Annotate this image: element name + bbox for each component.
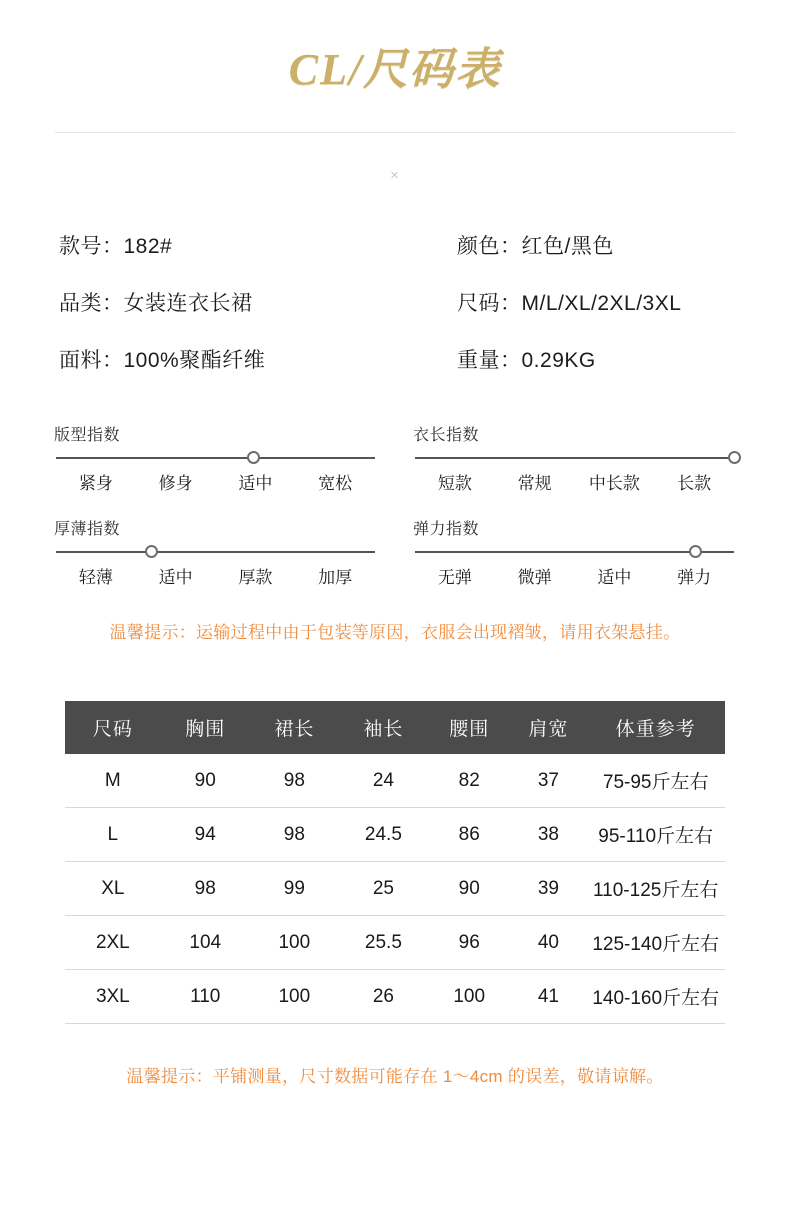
index-title: 弹力指数 [413,521,480,539]
table-row [65,754,725,808]
col-header-shoulder: 肩宽 [510,701,586,754]
index-title: 厚薄指数 [54,521,121,539]
index-option: 常规 [517,474,552,494]
index-option: 无弹 [437,568,472,588]
cell-bust: 90 [161,754,250,808]
cell-bust: 110 [161,970,250,1024]
cell-weight-ref: 95-110斤左右 [586,808,725,862]
page-title: CL/尺码表 [288,45,502,94]
cell-dress-length: 98 [250,754,339,808]
cell-size: L [65,808,161,862]
slider-line [415,457,734,459]
index-option: 厚款 [238,568,273,588]
cell-dress-length: 98 [250,808,339,862]
col-header-sleeve-length: 袖长 [339,701,428,754]
index-sliders [54,422,736,588]
cell-bust: 94 [161,808,250,862]
slider-line [56,551,375,553]
cell-weight-ref: 125-140斤左右 [586,916,725,970]
spec-label: 款号： [59,235,124,259]
slider-thumb[interactable] [728,451,741,464]
index-title: 衣长指数 [413,427,480,445]
cell-waist: 82 [428,754,511,808]
table-row [65,862,725,916]
cell-bust: 104 [161,916,250,970]
index-options [413,563,736,588]
index-option: 长款 [677,474,712,494]
spec-value: 红色/黑色 [521,235,614,259]
spec-value: 100%聚酯纤维 [123,349,266,373]
cell-size: XL [65,862,161,916]
index-option: 中长款 [588,474,640,494]
spec-value: M/L/XL/2XL/3XL [521,292,682,316]
cell-size: M [65,754,161,808]
index-option: 短款 [437,474,472,494]
spec-value: 0.29KG [521,349,596,373]
cell-shoulder: 40 [510,916,586,970]
index-option: 修身 [158,474,193,494]
notice-shipping: 温馨提示：运输过程中由于包装等原因，衣服会出现褶皱，请用衣架悬挂。 [109,623,681,643]
cell-weight-ref: 75-95斤左右 [586,754,725,808]
spec-item-sizes [395,287,731,317]
cell-size: 2XL [65,916,161,970]
spec-item-weight [395,344,731,374]
spec-label: 面料： [59,349,124,373]
cell-shoulder: 39 [510,862,586,916]
spec-label: 颜色： [457,235,522,259]
slider-thumb[interactable] [145,545,158,558]
cell-sleeve-length: 24 [339,754,428,808]
cell-sleeve-length: 25 [339,862,428,916]
spec-value: 女装连衣长裙 [123,292,253,316]
index-option: 轻薄 [78,568,113,588]
index-option: 适中 [597,568,632,588]
cell-dress-length: 100 [250,970,339,1024]
spec-item-style-no [59,230,395,260]
cell-sleeve-length: 26 [339,970,428,1024]
col-header-bust: 胸围 [161,701,250,754]
index-option: 宽松 [318,474,353,494]
cell-shoulder: 41 [510,970,586,1024]
cell-weight-ref: 110-125斤左右 [586,862,725,916]
cell-weight-ref: 140-160斤左右 [586,970,725,1024]
cell-bust: 98 [161,862,250,916]
cell-waist: 100 [428,970,511,1024]
index-options [54,563,377,588]
spec-label: 尺码： [457,292,522,316]
index-option: 适中 [158,568,193,588]
index-elasticity [413,516,736,588]
spec-item-color [395,230,731,260]
index-option: 紧身 [78,474,113,494]
index-length [413,422,736,494]
index-option: 微弹 [517,568,552,588]
spec-list [59,230,731,374]
index-slider-track[interactable] [56,451,375,465]
index-title: 版型指数 [54,427,121,445]
index-slider-track[interactable] [415,545,734,559]
index-slider-track[interactable] [415,451,734,465]
index-slider-track[interactable] [56,545,375,559]
slider-thumb[interactable] [689,545,702,558]
cell-sleeve-length: 24.5 [339,808,428,862]
spec-item-fabric [59,344,395,374]
index-options [54,469,377,494]
size-table-wrapper [65,701,725,1024]
col-header-dress-length: 裙长 [250,701,339,754]
spec-label: 重量： [457,349,522,373]
cell-sleeve-length: 25.5 [339,916,428,970]
cell-waist: 90 [428,862,511,916]
cell-waist: 86 [428,808,511,862]
table-row [65,916,725,970]
notice-measurement: 温馨提示：平铺测量，尺寸数据可能存在 1～4cm 的误差，敬请谅解。 [126,1067,664,1087]
table-row [65,808,725,862]
spec-label: 品类： [59,292,124,316]
spec-item-category [59,287,395,317]
index-fit [54,422,377,494]
cell-shoulder: 38 [510,808,586,862]
slider-line [415,551,734,553]
cell-dress-length: 99 [250,862,339,916]
cell-dress-length: 100 [250,916,339,970]
size-table [65,701,725,1024]
cell-waist: 96 [428,916,511,970]
cell-shoulder: 37 [510,754,586,808]
col-header-size: 尺码 [65,701,161,754]
index-options [413,469,736,494]
index-option: 适中 [238,474,273,494]
close-icon[interactable]: × [390,167,400,185]
slider-line [56,457,375,459]
index-option: 弹力 [677,568,712,588]
table-row [65,970,725,1024]
header-divider [55,132,735,133]
table-header-row [65,701,725,754]
cell-size: 3XL [65,970,161,1024]
index-thickness [54,516,377,588]
spec-value: 182# [123,235,173,259]
index-option: 加厚 [318,568,353,588]
slider-thumb[interactable] [247,451,260,464]
col-header-waist: 腰围 [428,701,511,754]
col-header-weight-ref: 体重参考 [586,701,725,754]
